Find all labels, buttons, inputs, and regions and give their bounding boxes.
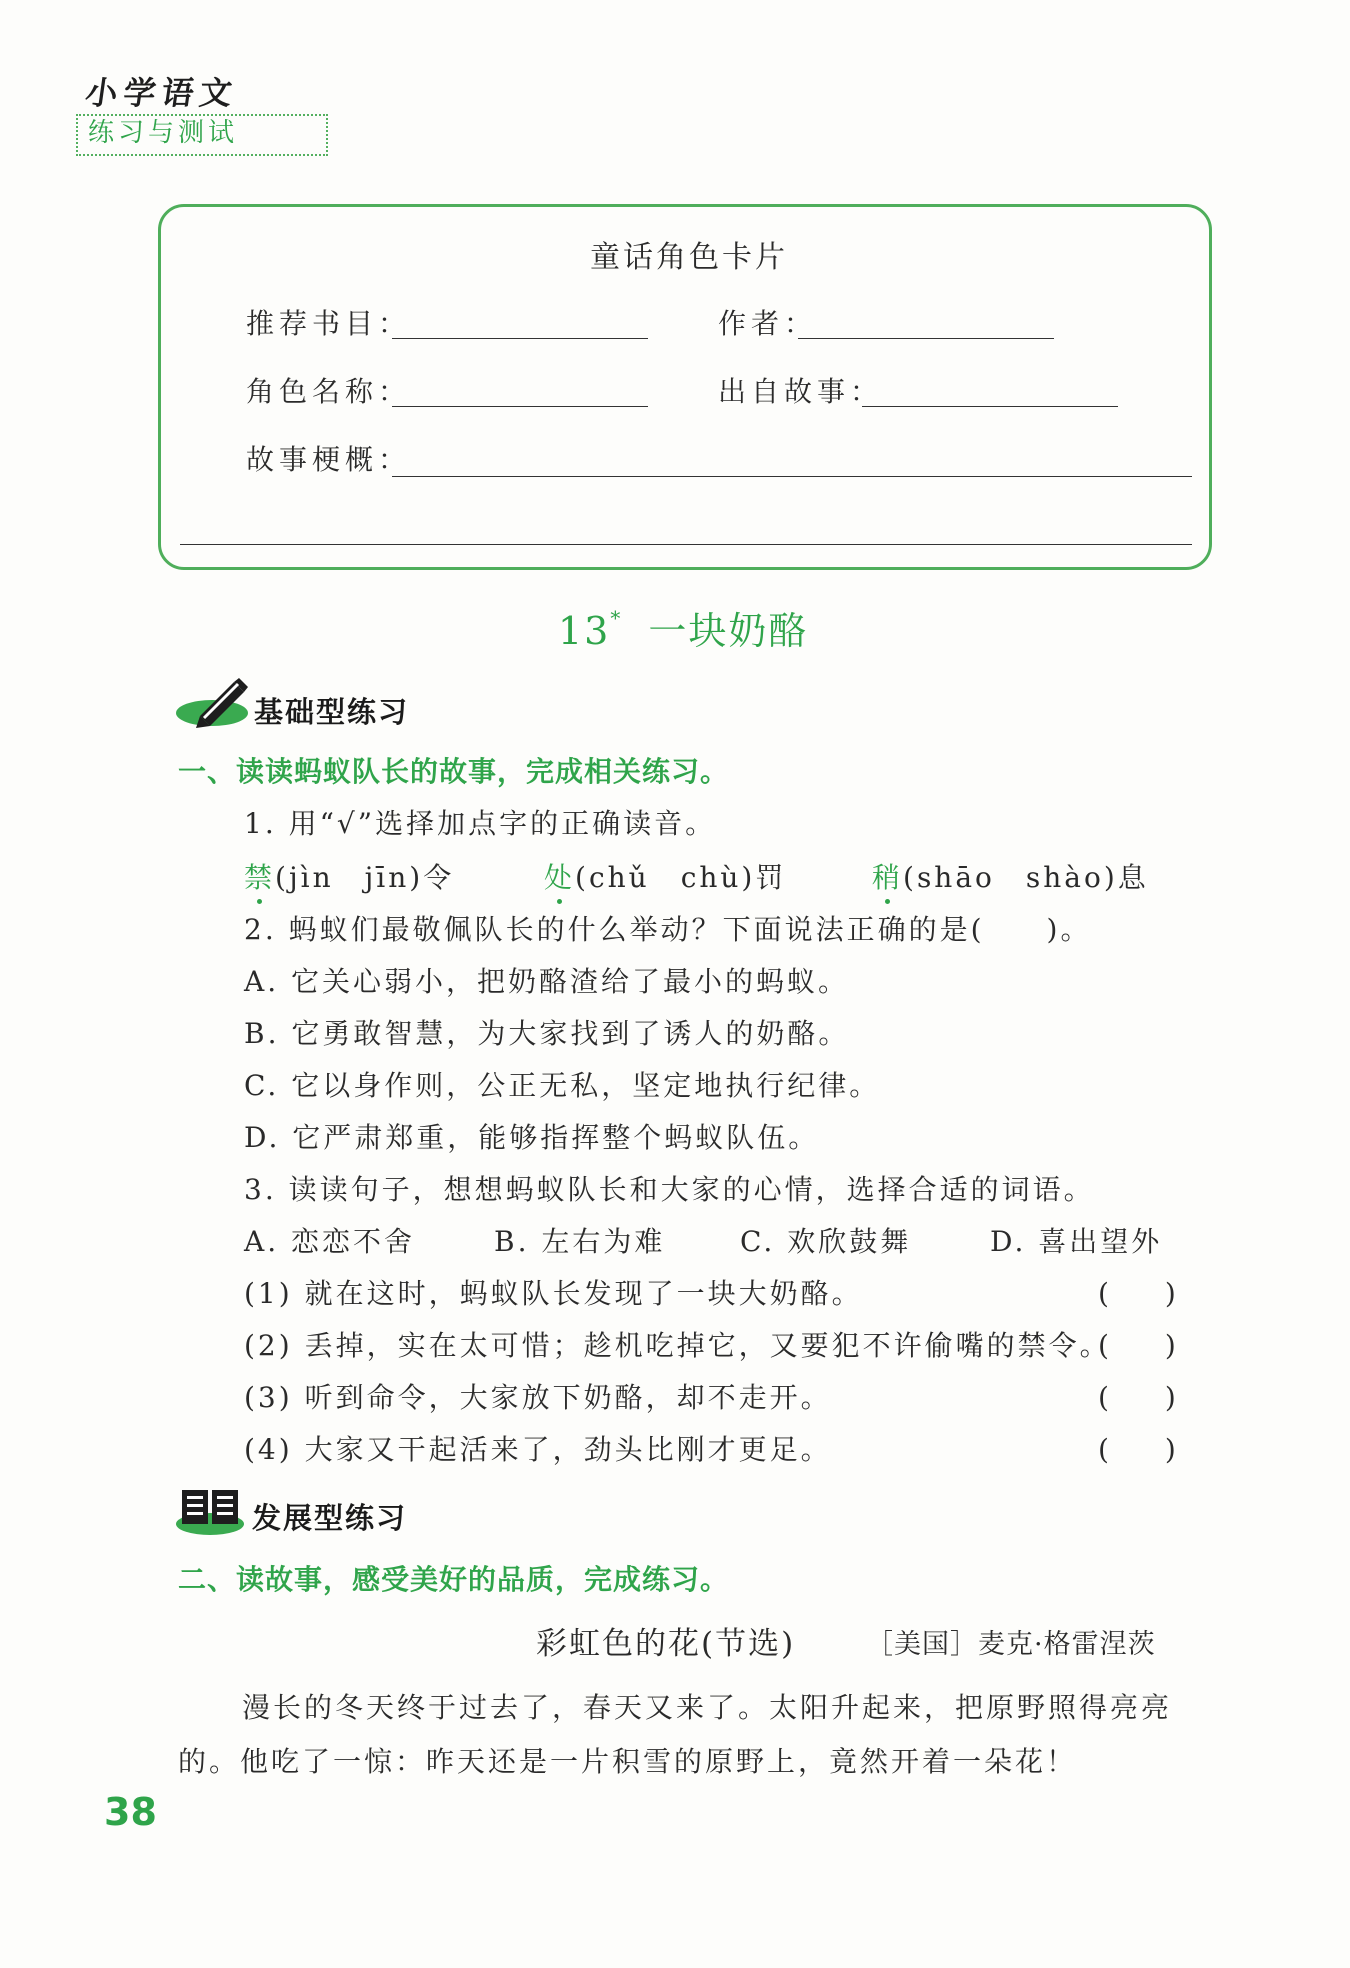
q3-answer-blank-1[interactable]: ( ) <box>1098 1277 1176 1310</box>
card-title: 童话角色卡片 <box>590 240 788 275</box>
field-story-label: 出自故事： <box>718 375 884 408</box>
q2-option-c[interactable]: C. 它以身作则，公正无私，坚定地执行纪律。 <box>244 1069 881 1102</box>
passage-author: ［美国］麦克·格雷涅茨 <box>866 1629 1156 1660</box>
series-subtitle-box <box>76 114 328 156</box>
q3-choice-c: C. 欢欣鼓舞 <box>740 1225 912 1258</box>
section-badge-develop: 发展型练习 <box>252 1501 408 1535</box>
section-badge-basic: 基础型练习 <box>254 695 410 729</box>
char-rest: 令 <box>423 861 455 894</box>
q3-sentence-4: (4) 大家又干起活来了，劲头比刚才更足。 <box>244 1433 832 1466</box>
q3-answer-blank-3[interactable]: ( ) <box>1098 1381 1176 1414</box>
dotted-char: 稍 <box>872 861 904 894</box>
lesson-mark: * <box>610 606 623 630</box>
q3-answer-blank-2[interactable]: ( ) <box>1098 1329 1176 1362</box>
field-summary-line-2[interactable] <box>180 544 1192 545</box>
q3-stem: 3. 读读句子，想想蚂蚁队长和大家的心情，选择合适的词语。 <box>244 1173 1095 1206</box>
q2-option-a[interactable]: A. 它关心弱小，把奶酪渣给了最小的蚂蚁。 <box>244 965 850 998</box>
q2-option-d[interactable]: D. 它严肃郑重，能够指挥整个蚂蚁队伍。 <box>244 1121 820 1154</box>
lesson-title <box>558 600 808 655</box>
passage-paragraph-line-1: 漫长的冬天终于过去了，春天又来了。太阳升起来，把原野照得亮亮 <box>242 1691 1173 1724</box>
q1-item-2[interactable] <box>544 856 786 896</box>
field-summary-line-1[interactable] <box>392 476 1192 477</box>
field-author-line[interactable] <box>798 338 1054 339</box>
q1-item-1[interactable] <box>244 856 454 896</box>
series-subtitle: 练习与测试 <box>88 118 239 148</box>
field-book-label: 推荐书目： <box>246 307 412 340</box>
field-summary-label: 故事梗概： <box>246 443 412 476</box>
q1-stem: 1. 用“√”选择加点字的正确读音。 <box>244 807 717 840</box>
q3-sentence-1: (1) 就在这时，蚂蚁队长发现了一块大奶酪。 <box>244 1277 863 1310</box>
q3-choice-d: D. 喜出望外 <box>990 1225 1163 1258</box>
series-logo: 小学语文 <box>83 74 241 112</box>
pinyin-options[interactable]: (shāo shào) <box>903 861 1118 894</box>
q1-item-3[interactable] <box>872 856 1149 896</box>
field-author-label: 作者： <box>718 307 818 340</box>
q3-choice-a: A. 恋恋不舍 <box>244 1225 416 1258</box>
passage-paragraph-line-2: 的。他吃了一惊：昨天还是一片积雪的原野上，竟然开着一朵花！ <box>178 1745 1078 1778</box>
q3-sentence-3: (3) 听到命令，大家放下奶酪，却不走开。 <box>244 1381 832 1414</box>
q2-option-b[interactable]: B. 它勇敢智慧，为大家找到了诱人的奶酪。 <box>244 1017 850 1050</box>
pinyin-options[interactable]: (jìn jīn) <box>275 861 424 894</box>
q3-sentence-2: (2) 丢掉，实在太可惜；趁机吃掉它，又要犯不许偷嘴的禁令。 <box>244 1329 1111 1362</box>
passage-title: 彩虹色的花(节选) <box>536 1626 796 1662</box>
book-icon <box>176 1486 246 1536</box>
q2-stem: 2. 蚂蚁们最敬佩队长的什么举动？下面说法正确的是( )。 <box>244 913 1092 946</box>
field-book-line[interactable] <box>392 338 648 339</box>
section2-heading: 二、读故事，感受美好的品质，完成练习。 <box>178 1563 730 1596</box>
field-role-line[interactable] <box>392 406 648 407</box>
dotted-char: 处 <box>544 861 576 894</box>
pinyin-options[interactable]: (chǔ chù) <box>575 861 756 894</box>
char-rest: 息 <box>1117 861 1149 894</box>
field-story-line[interactable] <box>862 406 1118 407</box>
lesson-number: 13 <box>558 609 611 653</box>
page-number: 38 <box>104 1790 157 1834</box>
q3-answer-blank-4[interactable]: ( ) <box>1098 1433 1176 1466</box>
dotted-char: 禁 <box>244 861 276 894</box>
section1-heading: 一、读读蚂蚁队长的故事，完成相关练习。 <box>178 755 730 788</box>
pencil-icon <box>176 678 254 728</box>
field-role-label: 角色名称： <box>246 375 412 408</box>
char-rest: 罚 <box>755 861 787 894</box>
lesson-name: 一块奶酪 <box>648 609 809 653</box>
q3-choice-b: B. 左右为难 <box>494 1225 666 1258</box>
